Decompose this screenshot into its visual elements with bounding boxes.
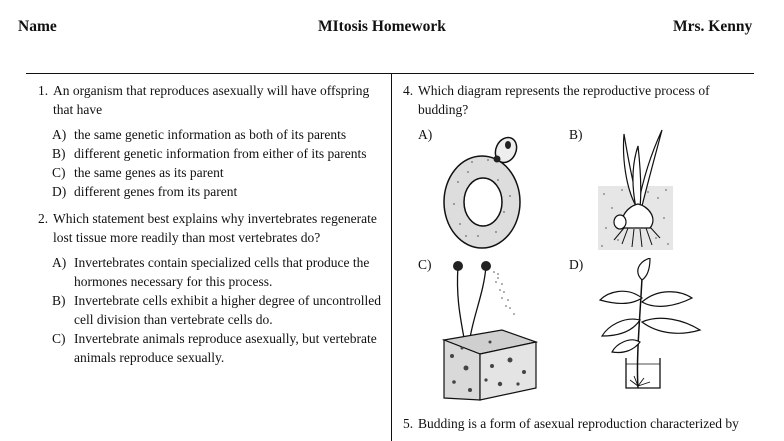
option-d[interactable] [52,182,383,201]
option-a[interactable] [52,253,383,291]
bulb-plant-diagram [598,128,673,250]
question-1 [38,81,383,119]
option-letter: B) [52,293,66,308]
question-number: 1. [38,83,49,98]
diagram-c-label[interactable]: C) [418,257,432,272]
option-c[interactable] [52,163,383,182]
option-text: Invertebrates contain specialized cells that produce the hormones necessary for this process. [74,255,370,289]
option-text: Invertebrate cells exhibit a higher degree of uncontrolled cell division than vertebrate cells do. [74,293,381,327]
name-label: Name [18,18,57,35]
diagram-b-label[interactable]: B) [569,127,583,142]
question-4 [403,81,763,119]
column-divider [391,74,392,441]
question-text: Which diagram represents the reproductive process of budding? [418,83,710,117]
question-2-options [38,253,383,367]
option-letter: B) [52,146,66,161]
option-a[interactable] [52,125,383,144]
left-column [38,81,383,367]
question-text: Which statement best explains why invertebrates regenerate lost tissue more readily than most vertebrates do? [53,211,377,245]
question-number: 4. [403,83,414,98]
teacher-name: Mrs. Kenny [673,18,753,35]
option-c[interactable] [52,329,383,367]
plant-cutting-diagram [596,258,706,392]
question-4-stem [403,81,763,119]
option-letter: A) [52,127,67,142]
option-text: Invertebrate animals reproduce asexually, but vertebrate animals reproduce sexually. [74,331,377,365]
yeast-budding-diagram [438,132,528,250]
option-text: different genetic information from either of its parents [74,146,367,161]
option-text: the same genetic information as both of its parents [74,127,347,142]
option-b[interactable] [52,291,383,329]
question-5-stem [403,414,763,433]
question-2 [38,209,383,247]
question-1-options [38,125,383,201]
bread-mold-diagram [440,256,540,402]
diagram-a-label[interactable]: A) [418,127,433,142]
question-number: 5. [403,416,414,431]
option-text: different genes from its parent [74,184,238,199]
option-letter: A) [52,255,67,270]
question-text: An organism that reproduces asexually will have offspring that have [53,83,370,117]
question-5 [403,414,763,433]
header-divider [26,73,754,74]
page-title: MItosis Homework [318,18,446,35]
question-number: 2. [38,211,49,226]
option-letter: C) [52,331,66,346]
option-letter: D) [52,184,67,199]
option-text: the same genes as its parent [74,165,224,180]
option-b[interactable] [52,144,383,163]
diagram-d-label[interactable]: D) [569,257,584,272]
question-text: Budding is a form of asexual reproduction characterized by [418,416,739,431]
option-letter: C) [52,165,66,180]
